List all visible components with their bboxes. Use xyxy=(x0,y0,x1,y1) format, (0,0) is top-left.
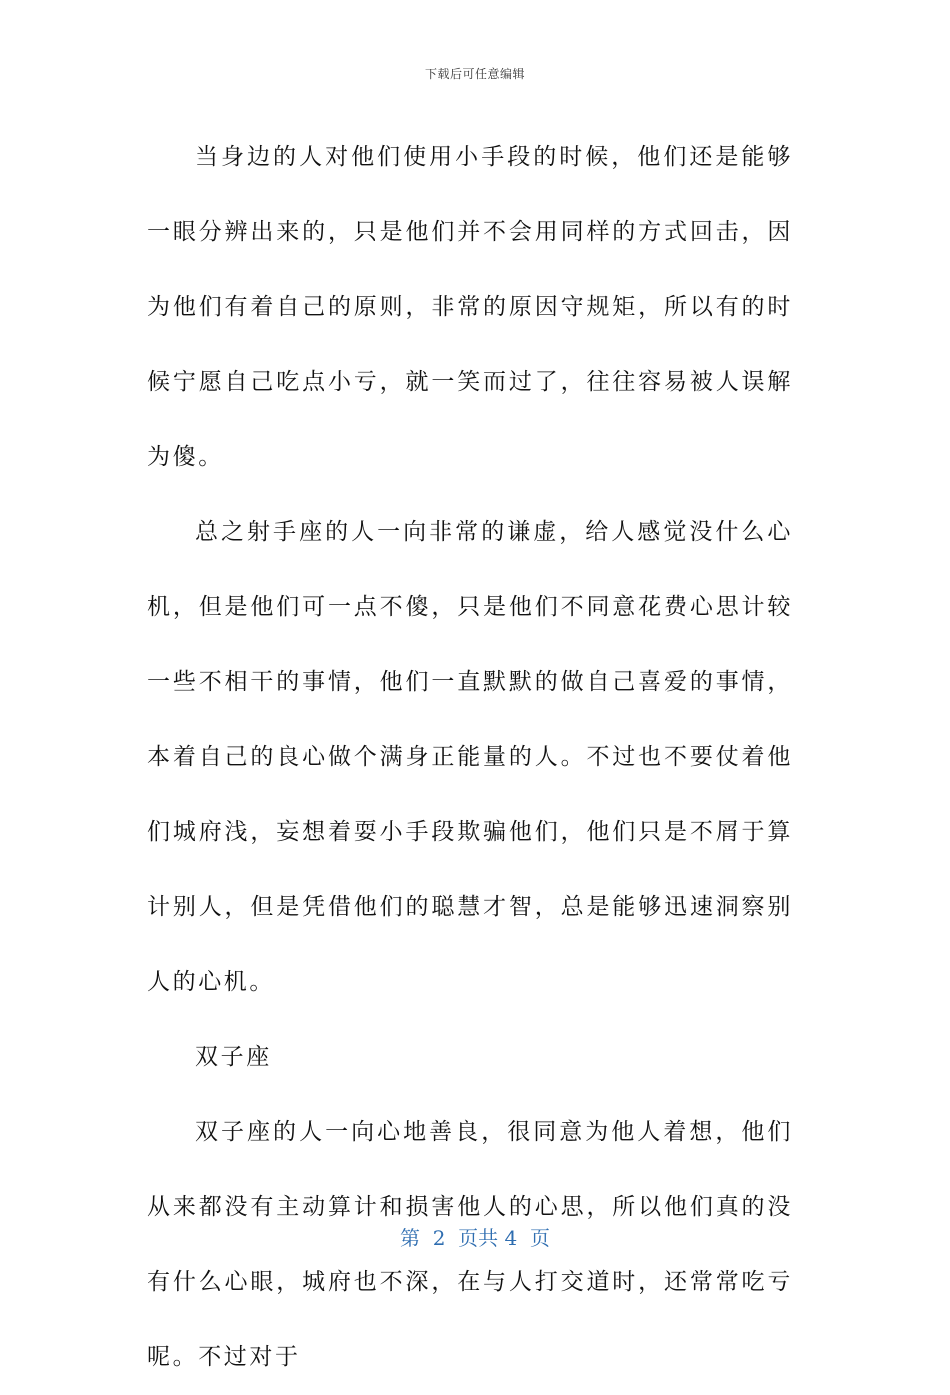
page-footer: 第 2 页共 4 页 xyxy=(400,1226,550,1250)
page-header: 下载后可任意编辑 xyxy=(424,67,525,81)
section-heading-gemini: 双子座 xyxy=(195,1044,272,1070)
paragraph-2: 总之射手座的人一向非常的谦虚，给人感觉没什么心机，但是他们可一点不傻，只是他们不同意花费心思计较一些不相干的事情，他们一直默默的做自己喜爱的事情，本着自己的良心做个满身正能量的人。不过也不要仗着他们城府浅，妄想着耍小手段欺骗他们，他们只是不屑于算计别人，但是凭借他们的聪慧才智，总是能够迅速洞察别人的心机。 xyxy=(147,519,793,995)
paragraph-3: 双子座的人一向心地善良，很同意为他人着想，他们从来都没有主动算计和损害他人的心思，所以他们真的没有什么心眼，城府也不深，在与人打交道时，还常常吃亏呢。不过对于 xyxy=(147,1119,793,1370)
paragraph-1: 当身边的人对他们使用小手段的时候，他们还是能够一眼分辨出来的，只是他们并不会用同样的方式回击，因为他们有着自己的原则，非常的原因守规矩，所以有的时候宁愿自己吃点小亏，就一笑而过了，往往容易被人误解为傻。 xyxy=(147,144,793,470)
document-body xyxy=(147,120,793,1395)
